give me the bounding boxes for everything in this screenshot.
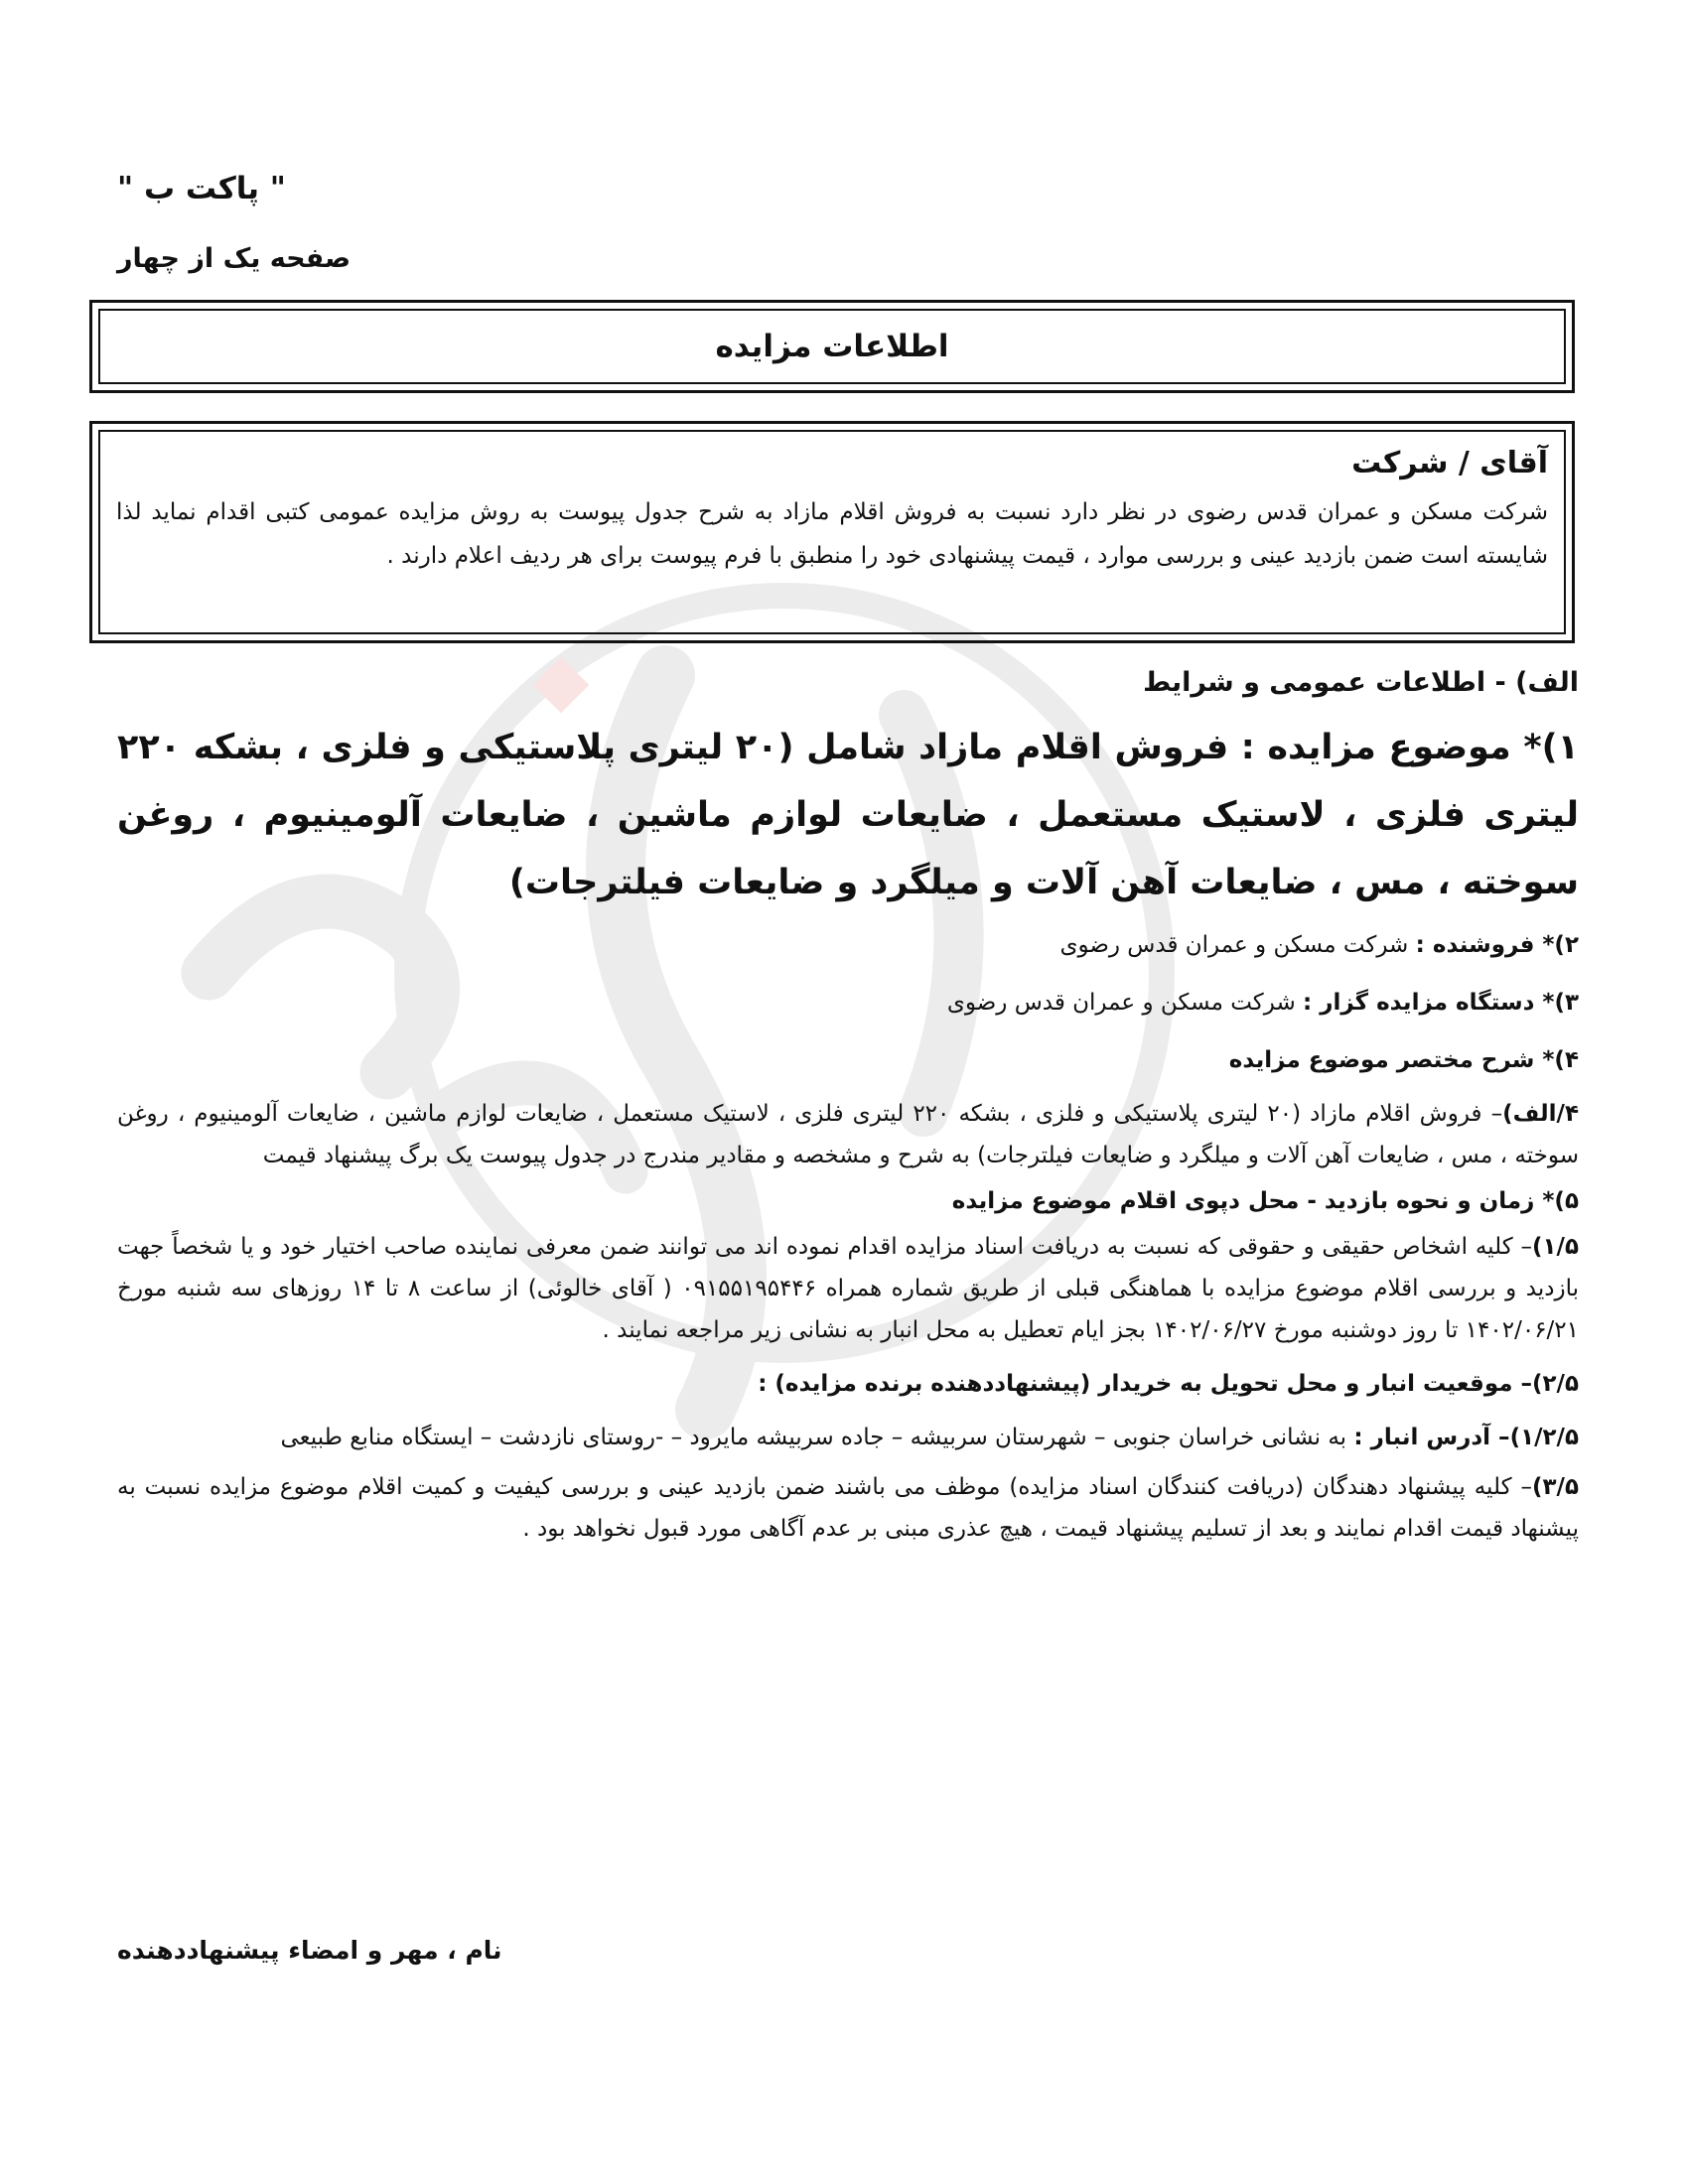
item-5-1 xyxy=(117,1226,1579,1351)
item-5-2-1-bold: – آدرس انبار : xyxy=(1353,1425,1510,1450)
item-2-label: ۲)* فروشنده : xyxy=(1415,932,1579,958)
section-a-heading: الف) - اطلاعات عمومی و شرایط xyxy=(1143,667,1579,698)
document-title: اطلاعات مزایده xyxy=(98,309,1566,384)
item-3-label: ۳)* دستگاه مزایده گزار : xyxy=(1303,990,1579,1016)
intro-paragraph: شرکت مسکن و عمران قدس رضوی در نظر دارد نسبت به فروش اقلام مازاد به شرح جدول پیوست به روش مزایده عمومی کتبی اقدام نماید لذا شایسته است ضمن بازدید عینی و بررسی موارد ، قیمت پیشنهادی خود را منطبق با فرم پیوست برای هر ردیف اعلام دارند . xyxy=(116,499,1548,569)
page-info: صفحه یک از چهار xyxy=(117,243,352,274)
item-5-2-label: ۲/۵) xyxy=(1532,1371,1579,1397)
item-5-2 xyxy=(117,1359,1579,1409)
item-4-heading: ۴)* شرح مختصر موضوع مزایده xyxy=(1228,1047,1579,1073)
item-4a xyxy=(117,1093,1579,1176)
addressee: آقای / شرکت xyxy=(1351,446,1548,480)
item-3-auctioneer xyxy=(117,978,1579,1027)
signature-label: نام ، مهر و امضاء پیشنهاددهنده xyxy=(117,1936,502,1965)
intro-box xyxy=(89,421,1575,643)
section-a xyxy=(117,667,1579,1550)
item-2-seller xyxy=(117,920,1579,970)
item-3-value: شرکت مسکن و عمران قدس رضوی xyxy=(946,990,1296,1016)
title-box xyxy=(89,300,1575,393)
item-5-1-text: – کلیه اشخاص حقیقی و حقوقی که نسبت به دریافت اسناد مزایده اقدام نموده اند می توانند ضمن معرفی نماینده صاحب اختیار خود و یا شخصاً جهت بازدید و بررسی اقلام موضوع مزایده با هماهنگی قبلی از طریق شماره همراه ۰۹۱۵۵۱۹۵۴۴۶ ( آقای خالوئی) از ساعت ۸ تا ۱۴ روزهای سه شنبه مورخ ۱۴۰۲/۰۶/۲۱ تا روز دوشنبه مورخ ۱۴۰۲/۰۶/۲۷ بجز ایام تعطیل به محل انبار به نشانی زیر مراجعه نمایند . xyxy=(117,1234,1580,1343)
item-4a-text: – فروش اقلام مازاد (۲۰ لیتری پلاستیکی و فلزی ، بشکه ۲۲۰ لیتری فلزی ، لاستیک مستعمل ، ضایعات لوازم ماشین ، ضایعات آلومینیوم ، روغن سوخته ، مس ، ضایعات آهن آلات و میلگرد و ضایعات فیلترجات) به شرح و مشخصه و مقادیر مندرج در جدول پیوست یک برگ پیشنهاد قیمت xyxy=(117,1101,1579,1168)
item-1-subject: ۱)* موضوع مزایده : فروش اقلام مازاد شامل (۲۰ لیتری پلاستیکی و فلزی ، بشکه ۲۲۰ لیتری فلزی ، لاستیک مستعمل ، ضایعات لوازم ماشین ، ضایعات آلومینیوم ، روغن سوخته ، مس ، ضایعات آهن آلات و میلگرد و ضایعات فیلترجات) xyxy=(117,728,1579,902)
item-2-value: شرکت مسکن و عمران قدس رضوی xyxy=(1059,932,1409,958)
item-5-2-1 xyxy=(117,1417,1579,1458)
item-4a-label: ۴/الف) xyxy=(1502,1101,1579,1127)
item-5-2-1-label: ۱/۲/۵) xyxy=(1509,1425,1579,1450)
item-5-3-label: ۳/۵) xyxy=(1532,1474,1579,1500)
item-5-2-text: – موقعیت انبار و محل تحویل به خریدار (پیشنهاددهنده برنده مزایده) : xyxy=(758,1371,1532,1397)
item-5-3 xyxy=(117,1466,1579,1550)
packet-label: " پاکت ب " xyxy=(117,171,286,206)
item-5-1-label: ۱/۵) xyxy=(1532,1234,1579,1260)
item-5-heading: ۵)* زمان و نحوه بازدید - محل دپوی اقلام موضوع مزایده xyxy=(951,1188,1579,1214)
item-5-3-text: – کلیه پیشنهاد دهندگان (دریافت کنندگان اسناد مزایده) موظف می باشند ضمن بازدید عینی و بررسی کیفیت و کمیت اقلام موضوع مزایده نسبت به پیشنهاد قیمت اقدام نمایند و بعد از تسلیم پیشنهاد قیمت ، هیچ عذری مبنی بر عدم آگاهی مورد قبول نخواهد بود . xyxy=(117,1474,1579,1542)
item-5-2-1-text: به نشانی خراسان جنوبی – شهرستان سربیشه – جاده سربیشه مایرود – -روستای نازدشت – ایستگاه منابع طبیعی xyxy=(280,1425,1347,1450)
